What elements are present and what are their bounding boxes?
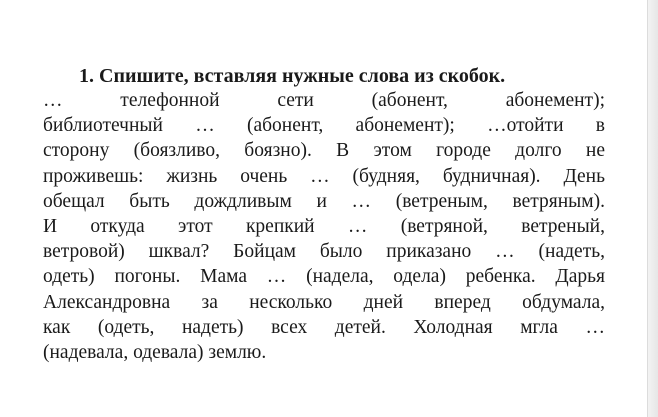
exercise-text — [43, 88, 605, 365]
text-line: проживешь: жизнь очень … (будняя, будничная). День — [43, 165, 605, 187]
text-line: И откуда этот крепкий … (ветряной, ветреный, — [43, 216, 605, 238]
exercise-heading: 1. Спишите, вставляя нужные слова из скобок. — [79, 65, 506, 87]
document-page — [43, 64, 605, 365]
text-line: (надевала, одевала) землю. — [43, 342, 267, 364]
text-line: ветровой) шквал? Бойцам было приказано … (надеть, — [43, 241, 605, 263]
text-line: … телефонной сети (абонент, абонемент); — [43, 90, 605, 111]
text-line: одеть) погоны. Мама … (надела, одела) ребенка. Дарья — [43, 266, 605, 288]
text-line: библиотечный … (абонент, абонемент); …отойти в — [43, 115, 605, 137]
page-edge — [647, 0, 658, 417]
text-line: как (одеть, надеть) всех детей. Холодная мгла … — [43, 316, 605, 338]
text-line: обещал быть дождливым и … (ветреным, ветряным). — [43, 190, 605, 212]
text-line: Александровна за несколько дней вперед обдумала, — [43, 291, 605, 313]
text-line: сторону (боязливо, боязно). В этом городе долго не — [43, 140, 605, 162]
